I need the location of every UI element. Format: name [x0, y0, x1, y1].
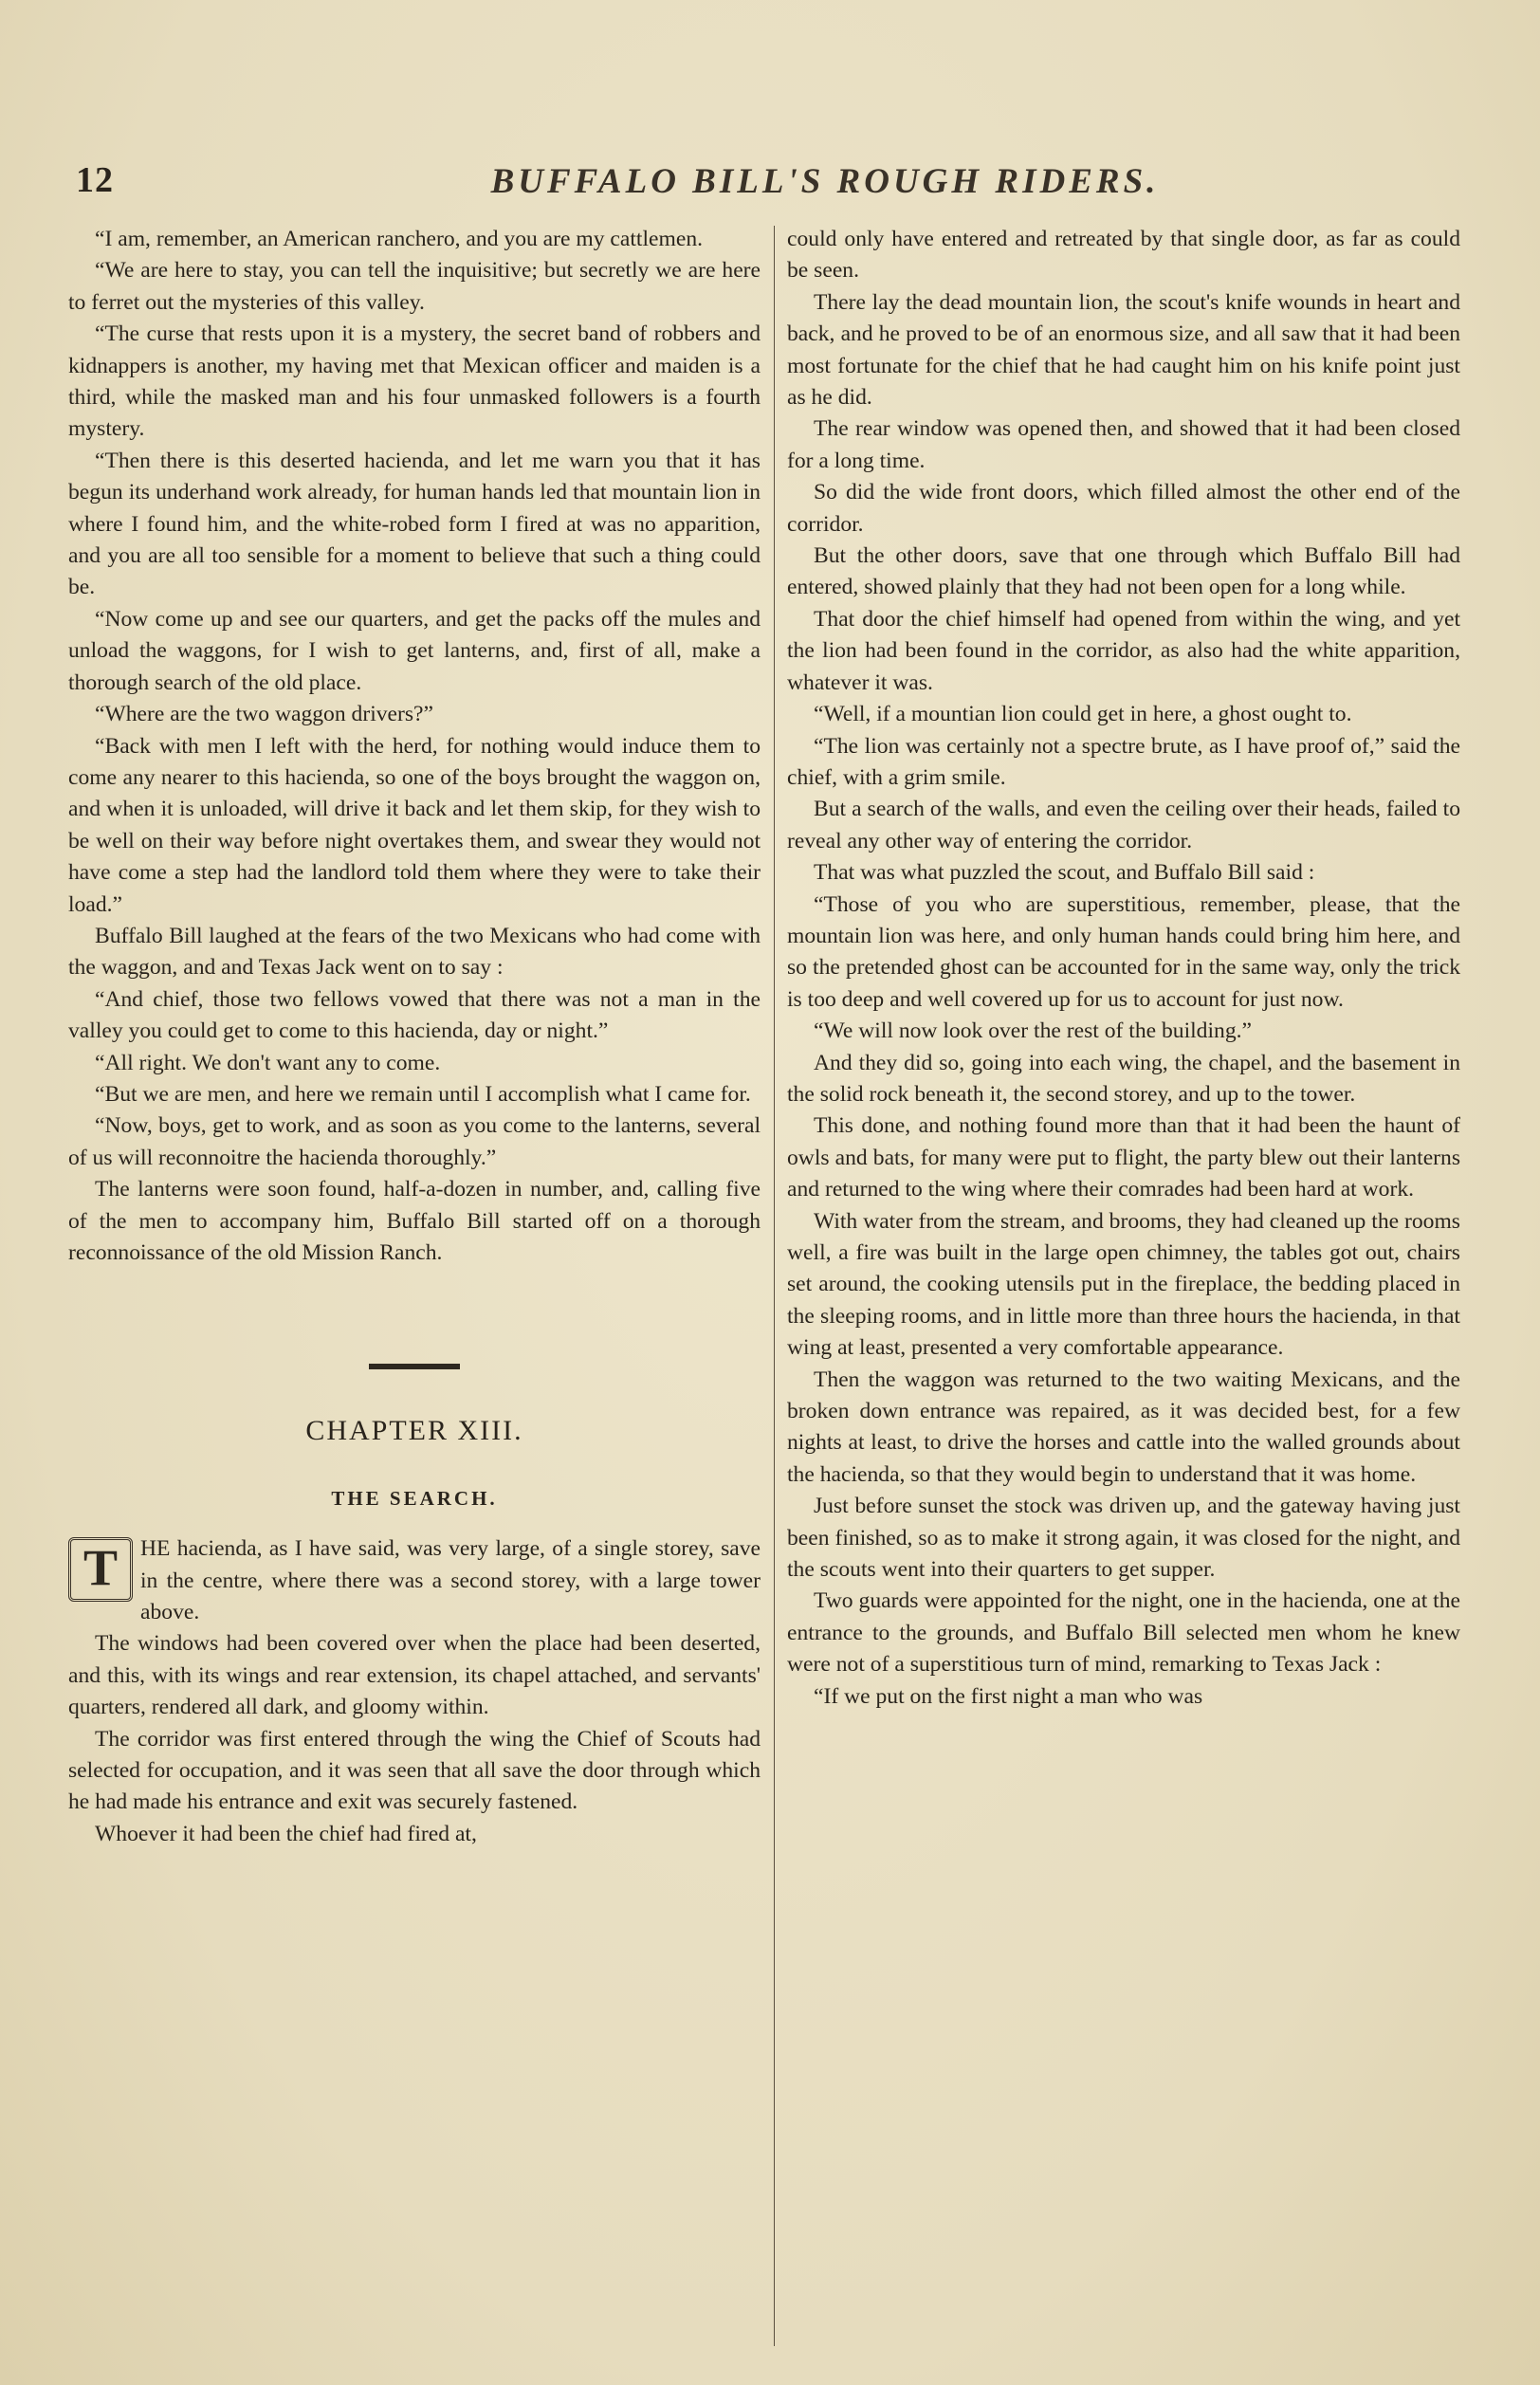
paragraph: The windows had been covered over when the place had been deserted, and this, with its wings and rear extension, its chapel attached, and servants' quarters, rendered all dark, and gloomy within.	[68, 1631, 761, 1720]
paragraph: “I am, remember, an American ranchero, and you are my cattlemen.	[95, 227, 704, 251]
running-title: BUFFALO BILL'S ROUGH RIDERS.	[490, 162, 1160, 201]
paragraph: “Well, if a mountian lion could get in here, a ghost ought to.	[814, 702, 1352, 727]
paragraph: The rear window was opened then, and showed that it had been closed for a long time.	[787, 416, 1460, 473]
paragraph: That was what puzzled the scout, and Buffalo Bill said :	[814, 860, 1315, 886]
paragraph: But a search of the walls, and even the ceiling over their heads, failed to reveal any other way of entering the corridor.	[787, 797, 1460, 853]
paragraph: There lay the dead mountain lion, the scout's knife wounds in heart and back, and he proved to be of an enormous size, and all saw that it had been most fortunate for the chief that he had caught him on his knife point just as he did.	[787, 289, 1460, 411]
section-ornament-rule	[369, 1364, 460, 1369]
paragraph: So did the wide front doors, which filled almost the other end of the corridor.	[787, 480, 1460, 537]
paragraph: But the other doors, save that one through which Buffalo Bill had entered, showed plainly that they had not been open for a long while.	[787, 543, 1460, 600]
page-number: 12	[76, 160, 114, 200]
paragraph: “The lion was certainly not a spectre brute, as I have proof of,” said the chief, with a grim smile.	[787, 733, 1460, 790]
paragraph: “All right. We don't want any to come.	[95, 1050, 441, 1075]
left-column	[68, 224, 761, 1850]
paragraph: With water from the stream, and brooms, they had cleaned up the rooms well, a fire was built in the large open chimney, the tables got out, chairs set around, the cooking utensils put in the fireplace, the bedding placed in the sleeping rooms, and in little more than three hours the hacienda, in that wing at least, presented a very comfortable appearance.	[787, 1208, 1460, 1361]
paragraph: “The curse that rests upon it is a mystery, the secret band of robbers and kidnappers is another, my having met that Mexican officer and maiden is a third, while the masked man and his four unmasked followers is a fourth mystery.	[68, 321, 761, 442]
paragraph: Two guards were appointed for the night, one in the hacienda, one at the entrance to the grounds, and Buffalo Bill selected men whom he knew were not of a superstitious turn of mind, remarking to Texas Jack :	[787, 1588, 1460, 1678]
paragraph: That door the chief himself had opened from within the wing, and yet the lion had been found in the corridor, as also had the white apparition, whatever it was.	[787, 606, 1460, 695]
paragraph: Whoever it had been the chief had fired at,	[95, 1821, 477, 1846]
paragraph: Then the waggon was returned to the two waiting Mexicans, and the broken down entrance was repaired, as it was decided best, for a few nights at least, to drive the horses and cattle into the walled grounds about the hacienda, so that they would begin to understand that it was home.	[787, 1367, 1460, 1487]
paragraph: “We will now look over the rest of the building.”	[814, 1018, 1253, 1044]
paragraph: “If we put on the first night a man who was	[814, 1683, 1203, 1709]
chapter-opening-text: HE hacienda, as I have said, was very large, of a single storey, save in the centre, where there was a second storey, with a large tower above.	[140, 1536, 761, 1625]
chapter-subtitle: THE SEARCH.	[331, 1486, 498, 1510]
chapter-title: CHAPTER XIII.	[305, 1415, 523, 1447]
chapter-opening-paragraph	[68, 1533, 761, 1628]
paragraph: The lanterns were soon found, half-a-dozen in number, and, calling five of the men to accompany him, Buffalo Bill started off on a thorough reconnoissance of the old Mission Ranch.	[68, 1177, 761, 1265]
paragraph: Buffalo Bill laughed at the fears of the two Mexicans who had come with the waggon, and and Texas Jack went on to say :	[68, 923, 761, 981]
paragraph: “Then there is this deserted hacienda, and let me warn you that it has begun its underhand work already, for human hands led that mountain lion in where I found him, and the white-robed form I fired at was no apparition, and you are all too sensible for a moment to believe that such a thing could be.	[68, 448, 761, 600]
dropcap-letter: T	[68, 1537, 133, 1602]
paragraph: “Those of you who are superstitious, remember, please, that the mountain lion was here, and only human hands could bring him here, and so the pretended ghost can be accounted for in the same way, only the trick is too deep and well covered up for us to account for just now.	[787, 891, 1460, 1012]
paragraph: “We are here to stay, you can tell the inquisitive; but secretly we are here to ferret out the mysteries of this valley.	[68, 258, 761, 315]
paragraph: And they did so, going into each wing, the chapel, and the basement in the solid rock beneath it, the second storey, and up to the tower.	[787, 1050, 1460, 1107]
page-header	[76, 159, 1479, 209]
continued-paragraph: could only have entered and retreated by that single door, as far as could be seen.	[787, 227, 1460, 284]
paragraph: “But we are men, and here we remain until I accomplish what I came for.	[95, 1081, 751, 1107]
right-column	[787, 224, 1460, 1713]
paragraph: “Now, boys, get to work, and as soon as you come to the lanterns, several of us will reconnoitre the hacienda thoroughly.”	[68, 1113, 761, 1170]
paragraph: The corridor was first entered through the wing the Chief of Scouts had selected for occupation, and it was seen that all save the door through which he had made his entrance and exit was securely fastened.	[68, 1726, 761, 1815]
column-divider	[774, 226, 775, 2346]
paragraph: This done, and nothing found more than that it had been the haunt of owls and bats, for many were put to flight, the party blew out their lanterns and returned to the wing where their comrades had been hard at work.	[787, 1113, 1460, 1202]
paragraph: “Now come up and see our quarters, and get the packs off the mules and unload the waggons, for I wish to get lanterns, and, first of all, make a thorough search of the old place.	[68, 606, 761, 695]
paragraph: “And chief, those two fellows vowed that there was not a man in the valley you could get to come to this hacienda, day or night.”	[68, 986, 761, 1044]
paragraph: “Where are the two waggon drivers?”	[95, 702, 434, 727]
paragraph: “Back with men I left with the herd, for nothing would induce them to come any nearer to this hacienda, so one of the boys brought the waggon on, and when it is unloaded, will drive it back and let them skip, for they wish to be well on their way before night overtakes them, and swear they would not have come a step had the landlord told them where they were to take their load.”	[68, 733, 761, 917]
paragraph: Just before sunset the stock was driven up, and the gateway having just been finished, so as to make it strong again, it was closed for the night, and the scouts went into their quarters to get supper.	[787, 1494, 1460, 1583]
